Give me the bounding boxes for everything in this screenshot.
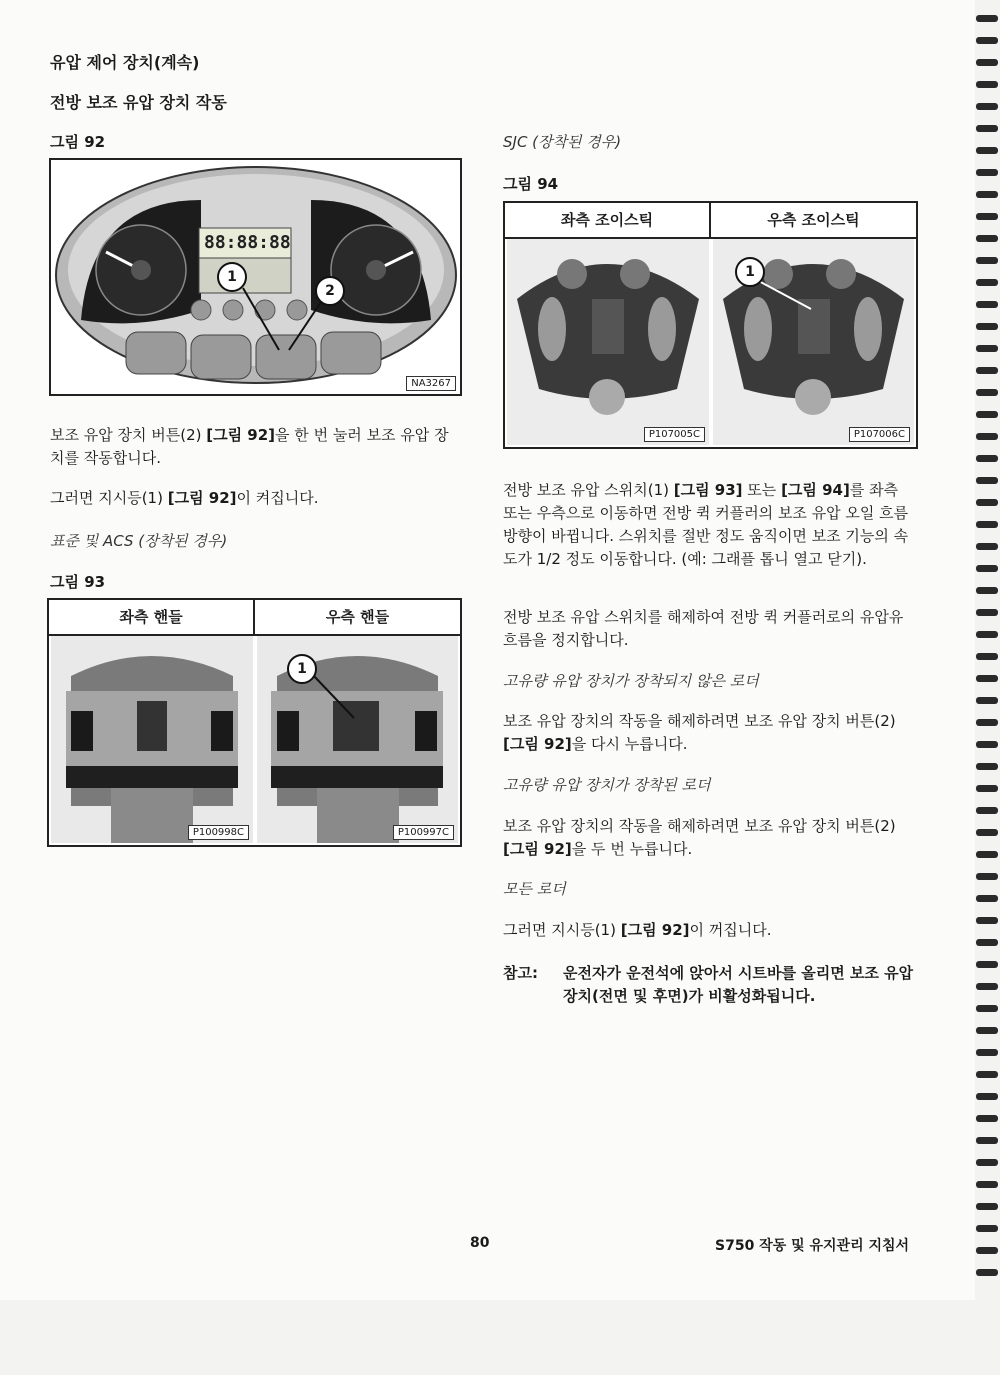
left-joystick-illustration <box>507 239 709 445</box>
spiral-coil <box>976 1093 998 1100</box>
p7-figure-ref: [그림 92] <box>620 921 690 939</box>
fig93-right-heading: 우측 핸들 <box>255 600 460 636</box>
p2-text-a: 그러면 지시등(1) <box>50 489 168 507</box>
spiral-coil <box>976 697 998 704</box>
left-handle-illustration <box>51 636 253 843</box>
p3-text-b: 또는 <box>742 481 782 499</box>
fig93-callout-1: 1 <box>287 654 317 684</box>
spiral-coil <box>976 169 998 176</box>
subheading-all-loaders: 모든 로더 <box>503 880 566 898</box>
fig94-left-heading: 좌측 조이스틱 <box>505 203 711 239</box>
paragraph-indicator-off <box>503 919 915 942</box>
p1-figure-ref: [그림 92] <box>206 426 276 444</box>
subheading-high-flow: 고유량 유압 장치가 장착된 로더 <box>503 776 711 794</box>
p3-text-c: 를 좌측 또는 우측으로 이동하면 전방 퀵 커플러의 보조 유압 오일 흐름 방향이 바뀝니다. 스위치를 절반 정도 움직이면 보조 기능의 속도가 1/2 정도 이동합니다. (예: 그래플 톱니 열고 닫기). <box>503 481 909 568</box>
spiral-coil <box>976 37 998 44</box>
spiral-coil <box>976 961 998 968</box>
spiral-coil <box>976 829 998 836</box>
fig93-right-code: P100997C <box>393 825 454 840</box>
paragraph-indicator-on <box>50 487 460 510</box>
fig94-label: 그림 94 <box>503 175 559 193</box>
right-joystick-photo <box>713 239 914 445</box>
p2-figure-ref: [그림 92] <box>167 489 237 507</box>
section-subtitle: 전방 보조 유압 장치 작동 <box>50 93 227 112</box>
spiral-coil <box>976 411 998 418</box>
spiral-coil <box>976 719 998 726</box>
spiral-coil <box>976 895 998 902</box>
spiral-coil <box>976 1137 998 1144</box>
left-handle-photo <box>51 636 253 843</box>
instrument-panel-illustration <box>51 160 460 394</box>
fig93-left-heading: 좌측 핸들 <box>49 600 255 636</box>
spiral-coil <box>976 59 998 66</box>
fig94-joysticks <box>503 201 918 449</box>
spiral-coil <box>976 1225 998 1232</box>
spiral-coil <box>976 125 998 132</box>
spiral-coil <box>976 81 998 88</box>
spiral-coil <box>976 587 998 594</box>
spiral-coil <box>976 851 998 858</box>
spiral-coil <box>976 345 998 352</box>
fig92-instrument-panel <box>49 158 462 396</box>
spiral-coil <box>976 1203 998 1210</box>
fig93-label: 그림 93 <box>50 573 106 591</box>
note-label: 참고: <box>503 964 538 982</box>
spiral-coil <box>976 389 998 396</box>
lcd-display: 88:88:88 <box>204 232 291 253</box>
spiral-coil <box>976 565 998 572</box>
spiral-coil <box>976 213 998 220</box>
fig94-left-code: P107005C <box>644 427 705 442</box>
fig92-label: 그림 92 <box>50 133 106 151</box>
p7-text-a: 그러면 지시등(1) <box>503 921 621 939</box>
paragraph-switch-direction <box>503 479 915 571</box>
spiral-coil <box>976 873 998 880</box>
p1-text-b: 을 한 번 눌러 보조 유압 장치를 작동합니다. <box>50 426 449 467</box>
spiral-coil <box>976 235 998 242</box>
spiral-coil <box>976 1159 998 1166</box>
note-text: 운전자가 운전석에 앉아서 시트바를 올리면 보조 유압 장치(전면 및 후면)가 비활성화됩니다. <box>563 964 914 1005</box>
right-handle-photo <box>257 636 458 843</box>
spiral-coil <box>976 983 998 990</box>
p3-figure-ref-94: [그림 94] <box>781 481 850 499</box>
p2-text-b: 이 켜집니다. <box>236 489 319 507</box>
spiral-coil <box>976 103 998 110</box>
spiral-coil <box>976 279 998 286</box>
spiral-coil <box>976 15 998 22</box>
spiral-coil <box>976 763 998 770</box>
p6-text-b: 을 두 번 누릅니다. <box>571 840 693 858</box>
spiral-coil <box>976 609 998 616</box>
spiral-coil <box>976 1181 998 1188</box>
section-title: 유압 제어 장치(계속) <box>50 53 200 72</box>
spiral-coil <box>976 1049 998 1056</box>
subheading-sjc: SJC (장착된 경우) <box>503 133 622 151</box>
paragraph-deactivate-once <box>503 710 915 756</box>
spiral-coil <box>976 631 998 638</box>
subheading-standard-acs: 표준 및 ACS (장착된 경우) <box>50 532 228 550</box>
p5-figure-ref: [그림 92] <box>503 735 572 753</box>
spiral-coil <box>976 1269 998 1276</box>
spiral-coil <box>976 785 998 792</box>
p5-text-b: 을 다시 누릅니다. <box>571 735 688 753</box>
fig93-handles <box>47 598 462 847</box>
spiral-coil <box>976 939 998 946</box>
spiral-coil <box>976 367 998 374</box>
callout-2: 2 <box>315 276 345 306</box>
footer-doc-title: S750 작동 및 유지관리 지침서 <box>715 1238 910 1254</box>
spiral-coil <box>976 1247 998 1254</box>
spiral-coil <box>976 1115 998 1122</box>
paragraph-activate <box>50 424 460 470</box>
p6-text-a: 보조 유압 장치의 작동을 해제하려면 보조 유압 장치 버튼(2) <box>503 817 896 835</box>
fig94-callout-1: 1 <box>735 257 765 287</box>
spiral-coil <box>976 147 998 154</box>
p3-text-a: 전방 보조 유압 스위치(1) <box>503 481 674 499</box>
spiral-coil <box>976 301 998 308</box>
spiral-coil <box>976 741 998 748</box>
p5-text-a: 보조 유압 장치의 작동을 해제하려면 보조 유압 장치 버튼(2) <box>503 712 896 730</box>
spiral-coil <box>976 191 998 198</box>
spiral-coil <box>976 653 998 660</box>
p7-text-b: 이 꺼집니다. <box>689 921 772 939</box>
spiral-coil <box>976 521 998 528</box>
spiral-coil <box>976 1071 998 1078</box>
fig92-code: NA3267 <box>406 376 456 391</box>
page-number: 80 <box>470 1235 490 1251</box>
fig93-left-code: P100998C <box>188 825 249 840</box>
p6-figure-ref: [그림 92] <box>503 840 572 858</box>
spiral-coil <box>976 455 998 462</box>
paragraph-deactivate-twice <box>503 815 915 861</box>
p1-text-a: 보조 유압 장치 버튼(2) <box>50 426 207 444</box>
spiral-coil <box>976 543 998 550</box>
spiral-coil <box>976 807 998 814</box>
spiral-coil <box>976 917 998 924</box>
spiral-coil <box>976 257 998 264</box>
p3-figure-ref-93: [그림 93] <box>673 481 743 499</box>
left-joystick-photo <box>507 239 709 445</box>
spiral-coil <box>976 433 998 440</box>
spiral-coil <box>976 1005 998 1012</box>
spiral-binding <box>970 0 1000 1300</box>
spiral-coil <box>976 499 998 506</box>
spiral-coil <box>976 675 998 682</box>
fig94-right-code: P107006C <box>849 427 910 442</box>
fig94-right-heading: 우측 조이스틱 <box>711 203 916 239</box>
callout-1: 1 <box>217 262 247 292</box>
spiral-coil <box>976 1027 998 1034</box>
subheading-no-high-flow: 고유량 유압 장치가 장착되지 않은 로더 <box>503 672 759 690</box>
paragraph-release-switch: 전방 보조 유압 스위치를 해제하여 전방 퀵 커플러로의 유압유 흐름을 정지합니다. <box>503 608 904 649</box>
spiral-coil <box>976 477 998 484</box>
spiral-coil <box>976 323 998 330</box>
